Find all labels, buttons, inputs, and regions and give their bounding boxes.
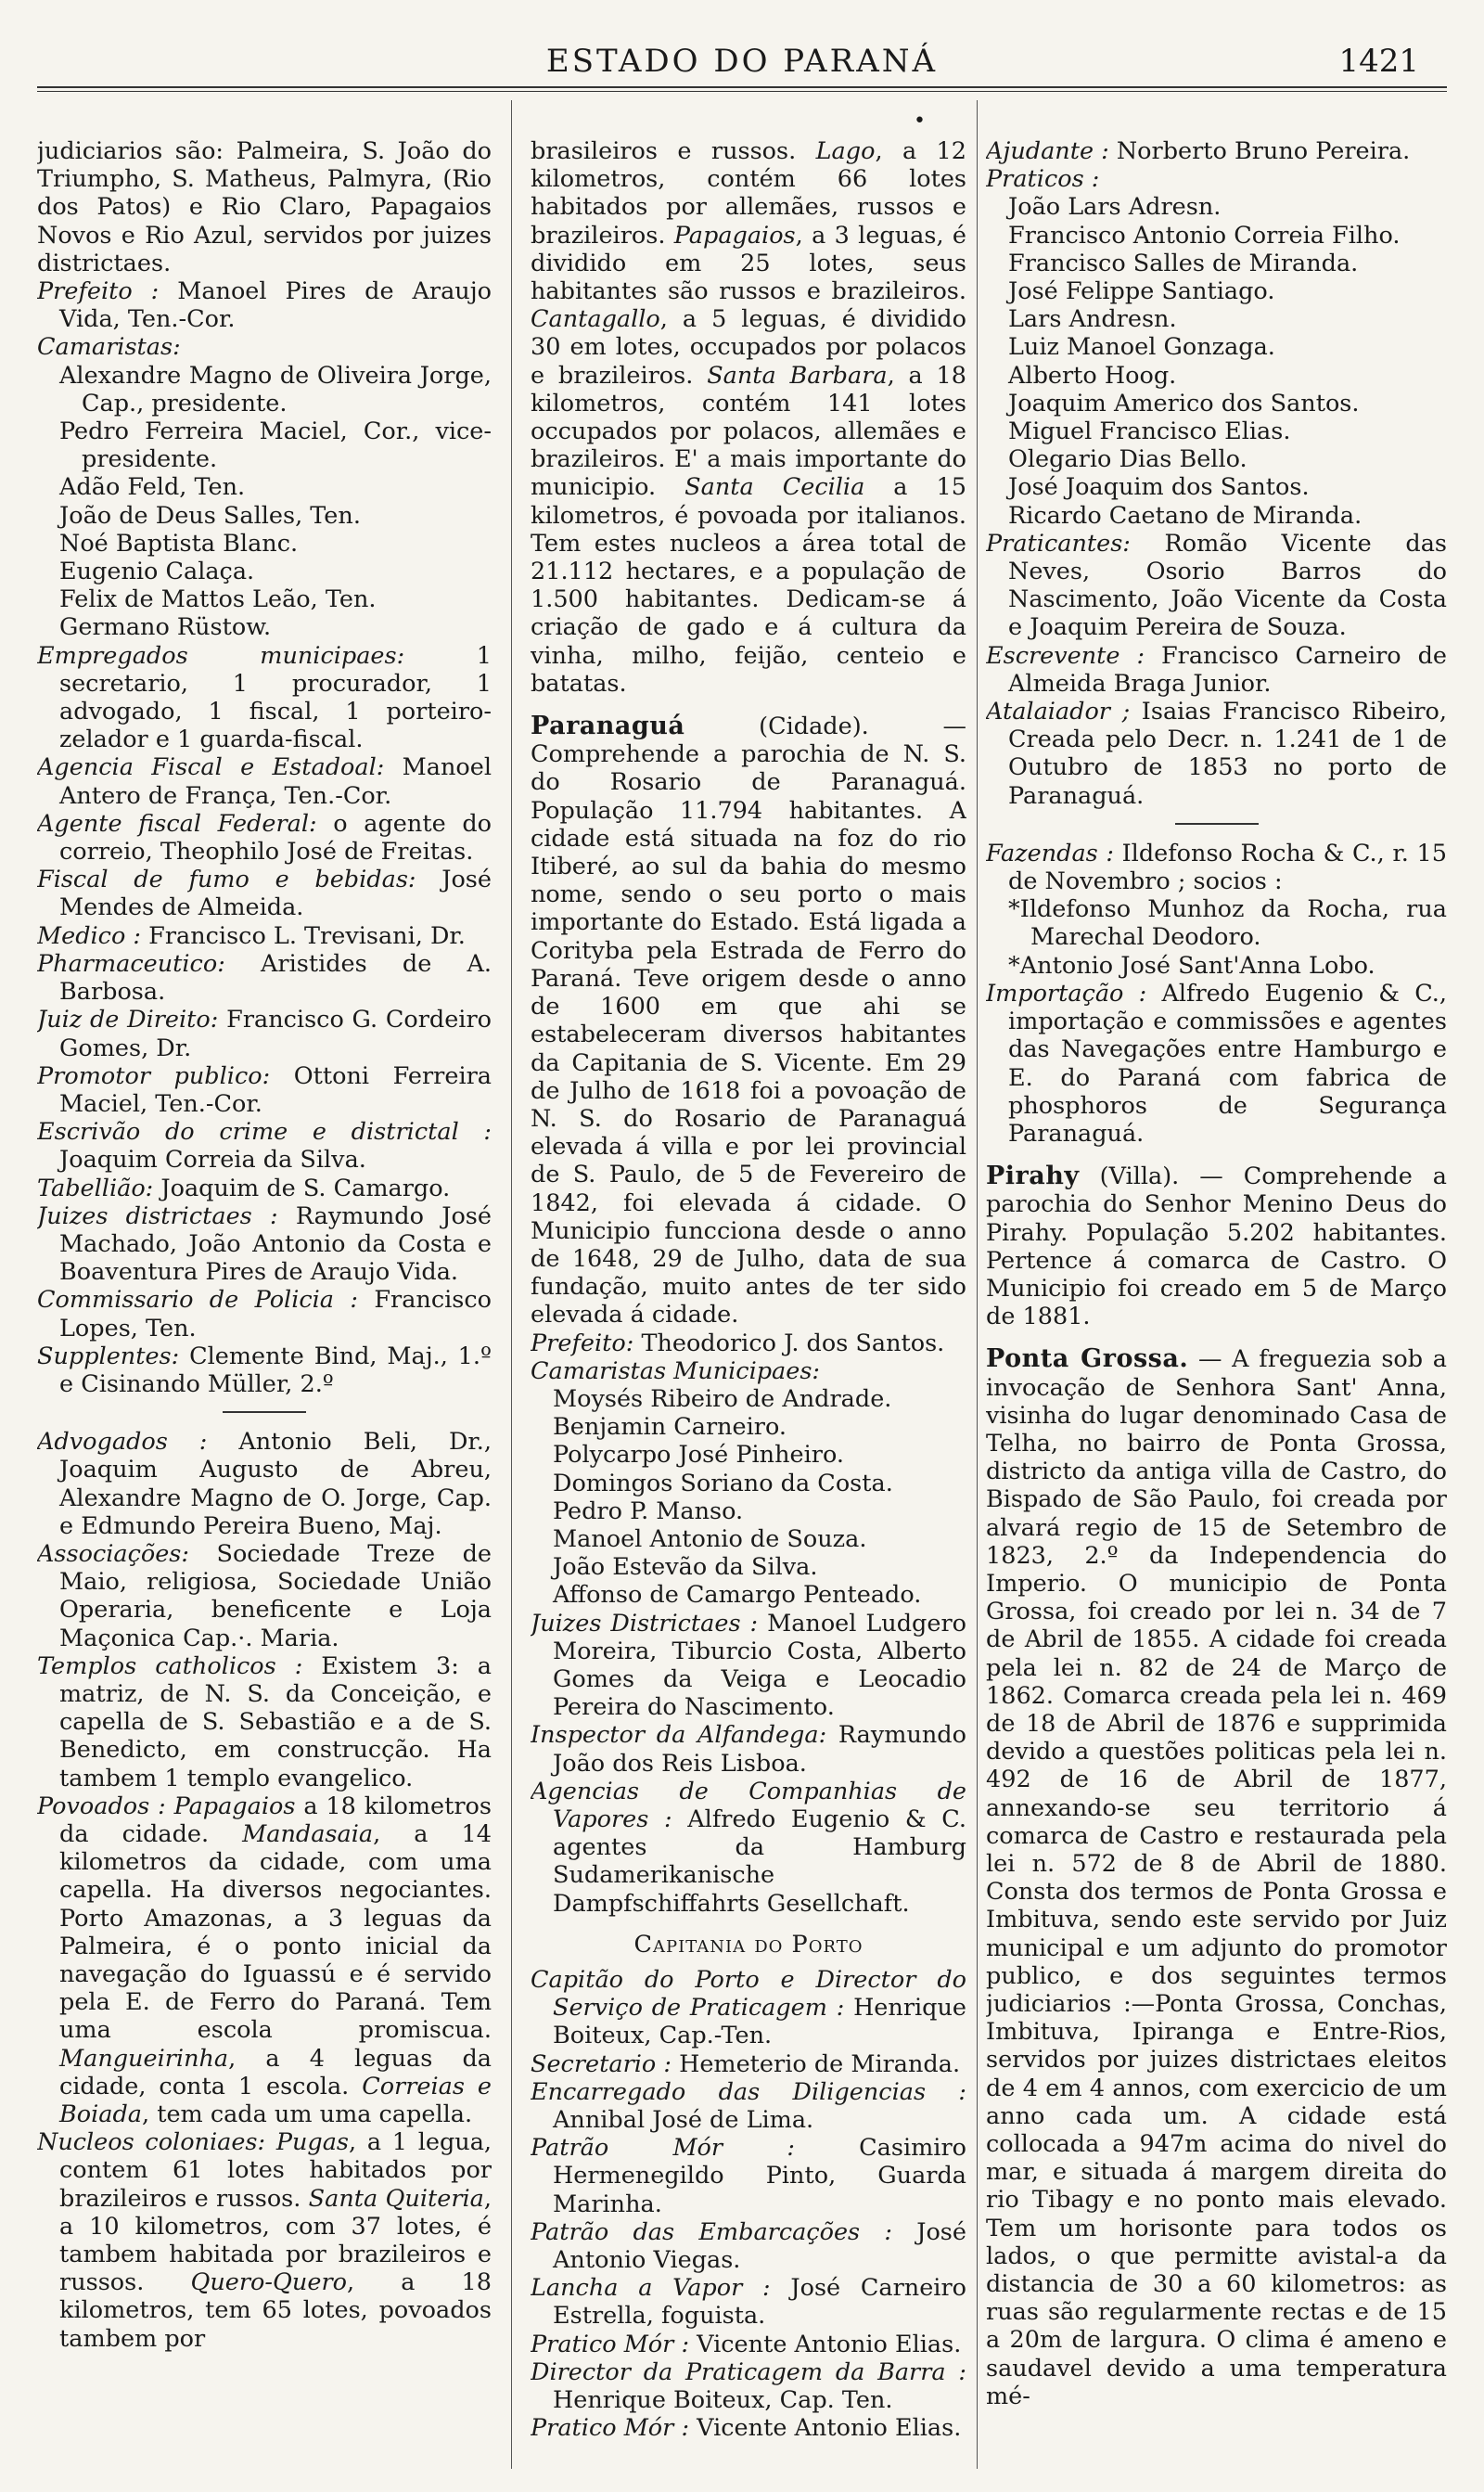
section-separator — [223, 1411, 306, 1413]
list-item: Ricardo Caetano de Miranda. — [1008, 501, 1362, 530]
paragraph-nucleos-cont: brasileiros e russos. Lago, a 12 kilometros, contém 66 lotes habitados por allemães, russos e brazileiros. Papagaios, a 3 leguas, é dividido em 25 lotes, seus habitantes são russos e brazileiros. Cantagallo, a 5 leguas, é dividido 30 em lotes, occupados por polacos e brazileiros. Santa Barbara, a 18 kilometros, contém 141 lotes occupados por polacos, allemães e brazileiros. E' a mais importante do municipio. Santa Cecilia a 15 kilometros, é povoada por italianos. Tem estes nucleos a área total de 21.112 hectares, e a população de 1.500 habitantes. Dedicam-se á criação de gado e á cultura da vinha, milho, feijão, centeio e batatas. — [531, 137, 966, 698]
list-item: Francisco Salles de Miranda. — [1008, 249, 1359, 277]
entry-povoados: Povoados : Papagaios a 18 kilometros da cidade. Mandasaia, a 14 kilometros da cidade, com uma capella. Ha diversos negociantes. Porto Amazonas, a 3 leguas da Palmeira, é o ponto inicial da navegação do Iguassú e é servido pela E. de Ferro do Paraná. Tem uma escola promiscua. Mangueirinha, a 4 leguas da cidade, conta 1 escola. Correias e Boiada, tem cada um uma capella. — [37, 1792, 492, 2129]
page-number: 1421 — [1338, 43, 1419, 80]
list-item: Germano Rüstow. — [59, 613, 272, 642]
entry-director-praticagem: Director da Praticagem da Barra : Henrique Boiteux, Cap. Ten. — [531, 2357, 966, 2415]
header-rule-thin — [37, 91, 1447, 92]
entry-juizes-districtaes: Juizes Districtaes : Manoel Ludgero Moreira, Tiburcio Costa, Alberto Gomes da Veiga e Leocadio Pereira do Nascimento. — [531, 1609, 966, 1722]
entry-pratico-mor: Pratico Mór : Vicente Antonio Elias. — [531, 2330, 962, 2358]
entry-lancha: Lancha a Vapor : José Carneiro Estrella, foguista. — [531, 2274, 966, 2331]
entry-tabelliao: Tabellião: Joaquim de S. Camargo. — [37, 1174, 451, 1202]
entry-encarregado: Encarregado das Diligencias : Annibal José de Lima. — [531, 2077, 966, 2135]
entry-empregados: Empregados municipaes: 1 secretario, 1 procurador, 1 advogado, 1 fiscal, 1 porteiro-zelador e 1 guarda-fiscal. — [37, 641, 492, 754]
socios-list — [986, 895, 1447, 980]
list-item: Alexandre Magno de Oliveira Jorge, Cap., presidente. — [59, 361, 492, 417]
place-paranagua: Paranaguá (Cidade). — Comprehende a parochia de N. S. do Rosario de Paranaguá. População 11.794 habitantes. A cidade está situada na foz do rio Itiberé, ao sul da bahia do mesmo nome, sendo o seu porto o mais importante do Estado. Está ligada a Corityba pela Estrada de Ferro do Paraná. Teve origem desde o anno de 1600 em que ahi se estabeleceram diversos habitantes da Capitania de S. Vicente. Em 29 de Julho de 1618 foi a povoação de N. S. do Rosario de Paranaguá elevada á villa e por lei provincial de S. Paulo, de 5 de Fevereiro de 1842, foi elevada á cidade. O Municipio funcciona desde o anno de 1648, 29 de Julho, data de sua fundação, muito antes de ter sido elevada á cidade. — [531, 712, 966, 1329]
entry-capitao: Capitão do Porto e Director do Serviço de Praticagem : Henrique Boiteux, Cap.-Ten. — [531, 1966, 966, 2050]
camaristas-list — [37, 362, 492, 642]
list-item: João de Deus Salles, Ten. — [59, 501, 361, 530]
entry-agente-fiscal: Agente fiscal Federal: o agente do correio, Theophilo José de Freitas. — [37, 809, 492, 867]
page-header — [37, 35, 1447, 91]
list-item: João Estevão da Silva. — [553, 1553, 818, 1582]
entry-patrao-embarcacoes: Patrão das Embarcações : José Antonio Viegas. — [531, 2217, 966, 2275]
list-item: José Joaquim dos Santos. — [1008, 473, 1310, 502]
entry-pharmaceutico: Pharmaceutico: Aristides de A. Barbosa. — [37, 949, 492, 1007]
entry-escrevente: Escrevente : Francisco Carneiro de Almeida Braga Junior. — [986, 641, 1447, 698]
column-1 — [37, 137, 492, 2457]
praticos-list — [986, 193, 1447, 529]
list-item: Miguel Francisco Elias. — [1008, 417, 1291, 446]
list-item: Moysés Ribeiro de Andrade. — [553, 1384, 892, 1413]
list-item: Polycarpo José Pinheiro. — [553, 1441, 844, 1470]
print-mark: • — [914, 109, 926, 133]
list-item: Joaquim Americo dos Santos. — [1008, 389, 1360, 417]
entry-pratico-mor-2: Pratico Mór : Vicente Antonio Elias. — [531, 2414, 962, 2443]
place-name: Pirahy — [986, 1162, 1080, 1191]
entry-text: Manoel Pires de Araujo Vida, Ten.-Cor. — [59, 277, 492, 334]
entry-supplentes: Supplentes: Clemente Bind, Maj., 1.º e Cisinando Müller, 2.º — [37, 1342, 492, 1398]
entry-agencia-fiscal: Agencia Fiscal e Estadoal: Manoel Antero de França, Ten.-Cor. — [37, 753, 492, 810]
paragraph: judiciarios são: Palmeira, S. João do Triumpho, S. Matheus, Palmyra, (Rio dos Patos) e Rio Claro, Papagaios Novos e Rio Azul, servidos por juizes districtaes. — [37, 137, 492, 277]
entry-inspector: Inspector da Alfandega: Raymundo João dos Reis Lisboa. — [531, 1721, 966, 1778]
entry-fazendas: Fazendas : Ildefonso Rocha & C., r. 15 de Novembro ; socios : — [986, 839, 1447, 896]
list-item: *Antonio José Sant'Anna Lobo. — [1008, 951, 1375, 980]
entry-fiscal-fumo: Fiscal de fumo e bebidas: José Mendes de Almeida. — [37, 866, 492, 922]
entry-associacoes: Associações: Sociedade Treze de Maio, religiosa, Sociedade União Operaria, beneficente e Loja Maçonica Cap.·. Maria. — [37, 1539, 492, 1652]
section-heading: Capitania do Porto — [633, 1930, 864, 1959]
entry-atalaiador: Atalaiador ; Isaias Francisco Ribeiro, Creada pelo Decr. n. 1.241 de 1 de Outubro de 1853 no porto de Paranaguá. — [986, 698, 1447, 810]
entry-juiz-direito: Juiz de Direito: Francisco G. Cordeiro Gomes, Dr. — [37, 1006, 492, 1062]
entry-prefeito — [37, 277, 492, 333]
column-divider — [511, 100, 512, 2469]
entry-nucleos: Nucleos coloniaes: Pugas, a 1 legua, contem 61 lotes habitados por brazileiros e russos. Santa Quiteria, a 10 kilometros, com 37 lotes, é tambem habitada por brazileiros e russos. Quero-Quero, a 18 kilometros, tem 65 lotes, povoados tambem por — [37, 2128, 492, 2353]
entry-templos: Templos catholicos : Existem 3: a matriz, de N. S. da Conceição, e capella de S. Sebastião e a de S. Benedicto, em construcção. Ha tambem 1 templo evangelico. — [37, 1651, 492, 1792]
place-name: Paranaguá — [531, 712, 685, 741]
column-2 — [531, 137, 966, 2457]
entry-camaristas-label: Camaristas Municipaes: — [531, 1356, 821, 1385]
entry-promotor: Promotor publico: Ottoni Ferreira Maciel, Ten.-Cor. — [37, 1061, 492, 1118]
list-item: Eugenio Calaça. — [59, 558, 255, 586]
entry-ajudante: Ajudante : Norberto Bruno Pereira. — [986, 137, 1411, 165]
entry-juizes-districtaes: Juizes districtaes : Raymundo José Machado, João Antonio da Costa e Boaventura Pires de Araujo Vida. — [37, 1201, 492, 1287]
place-pirahy: Pirahy (Villa). — Comprehende a parochia do Senhor Menino Deus do Pirahy. População 5.202 habitantes. Pertence á comarca de Castro. O Municipio foi creado em 5 de Março de 1881. — [986, 1162, 1447, 1331]
list-item: João Lars Adresn. — [1008, 193, 1222, 222]
running-title: ESTADO DO PARANÁ — [545, 43, 939, 80]
entry-camaristas-label: Camaristas: — [37, 333, 181, 362]
entry-praticantes: Praticantes: Romão Vicente das Neves, Osorio Barros do Nascimento, João Vicente da Costa e Joaquim Pereira de Souza. — [986, 529, 1447, 642]
list-item: Luiz Manoel Gonzaga. — [1008, 333, 1275, 362]
camaristas-list — [531, 1385, 966, 1610]
list-item: Pedro Ferreira Maciel, Cor., vice-presidente. — [59, 417, 492, 474]
list-item: Affonso de Camargo Penteado. — [553, 1581, 922, 1610]
list-item: Alberto Hoog. — [1008, 361, 1177, 390]
entry-secretario: Secretario : Hemeterio de Miranda. — [531, 2049, 961, 2078]
place-name: Ponta Grossa. — [986, 1344, 1189, 1374]
list-item: José Felippe Santiago. — [1008, 277, 1275, 306]
entry-advogados: Advogados : Antonio Beli, Dr., Joaquim Augusto de Abreu, Alexandre Magno de O. Jorge, Cap. e Edmundo Pereira Bueno, Maj. — [37, 1428, 492, 1540]
entry-patrao-mor: Patrão Mór : Casimiro Hermenegildo Pinto, Guarda Marinha. — [531, 2134, 966, 2218]
list-item: Adão Feld, Ten. — [59, 473, 246, 502]
list-item: Olegario Dias Bello. — [1008, 445, 1247, 474]
entry-label: Prefeito : — [37, 277, 160, 306]
list-item: Lars Andresn. — [1008, 305, 1177, 334]
entry-escrivao: Escrivão do crime e districtal : Joaquim Correia da Silva. — [37, 1118, 492, 1175]
entry-commissario: Commissario de Policia : Francisco Lopes, Ten. — [37, 1286, 492, 1342]
list-item: Noé Baptista Blanc. — [59, 529, 299, 558]
list-item: Francisco Antonio Correia Filho. — [1008, 221, 1401, 250]
entry-importacao: Importação : Alfredo Eugenio & C., importação e commissões e agentes das Navegações entre Hamburgo e E. do Paraná com fabrica de phosphoros de Segurança Paranaguá. — [986, 979, 1447, 1148]
section-separator — [1175, 823, 1259, 825]
column-divider — [977, 100, 978, 2469]
list-item: Benjamin Carneiro. — [553, 1413, 787, 1442]
column-3 — [986, 137, 1447, 2457]
list-item: Manoel Antonio de Souza. — [553, 1524, 867, 1553]
entry-agencias: Agencias de Companhias de Vapores : Alfredo Eugenio & C. agentes da Hamburg Sudamerikanische Dampfschiffahrts Gesellchaft. — [531, 1777, 966, 1918]
list-item: *Ildefonso Munhoz da Rocha, rua Marechal Deodoro. — [1008, 895, 1447, 952]
entry-prefeito: Prefeito: Theodorico J. dos Santos. — [531, 1329, 945, 1357]
entry-medico: Medico : Francisco L. Trevisani, Dr. — [37, 921, 466, 950]
entry-praticos-label: Praticos : — [986, 165, 1100, 194]
list-item: Pedro P. Manso. — [553, 1496, 744, 1525]
header-rule — [37, 86, 1447, 88]
list-item: Domingos Soriano da Costa. — [553, 1469, 893, 1497]
place-ponta-grossa: Ponta Grossa. — A freguezia sob a invocação de Senhora Sant' Anna, visinha do lugar denominado Casa de Telha, no bairro de Ponta Grossa, districto da antiga villa de Castro, do Bispado de São Paulo, foi creada por alvará regio de 15 de Setembro de 1823, 2.º da Independencia do Imperio. O municipio de Ponta Grossa, foi creado por lei n. 34 de 7 de Abril de 1855. A cidade foi creada pela lei n. 82 de 24 de Março de 1862. Comarca creada pela lei n. 469 de 18 de Abril de 1876 e supprimida devido a questões politicas pela lei n. 492 de 16 de Abril de 1877, annexando-se seu territorio á comarca de Castro e restaurada pela lei n. 572 de 8 de Abril de 1880. Consta dos termos de Ponta Grossa e Imbituva, sendo este servido por Juiz municipal e um adjunto do promotor publico, e dos seguintes termos judiciarios :—Ponta Grossa, Conchas, Imbituva, Ipiranga e Entre-Rios, servidos por juizes districtaes eleitos de 4 em 4 annos, com exercicio de um anno cada um. A cidade está collocada a 947m acima do nivel do mar, e situada á margem direita do rio Tibagy e no ponto mais elevado. Tem um horisonte para todos os lados, o que permitte avistal-a da distancia de 30 a 60 kilometros: as ruas são regularmente rectas e de 15 a 20m de largura. O clima é ameno e saudavel devido a uma temperatura mé- — [986, 1344, 1447, 2410]
list-item: Felix de Mattos Leão, Ten. — [59, 585, 377, 614]
